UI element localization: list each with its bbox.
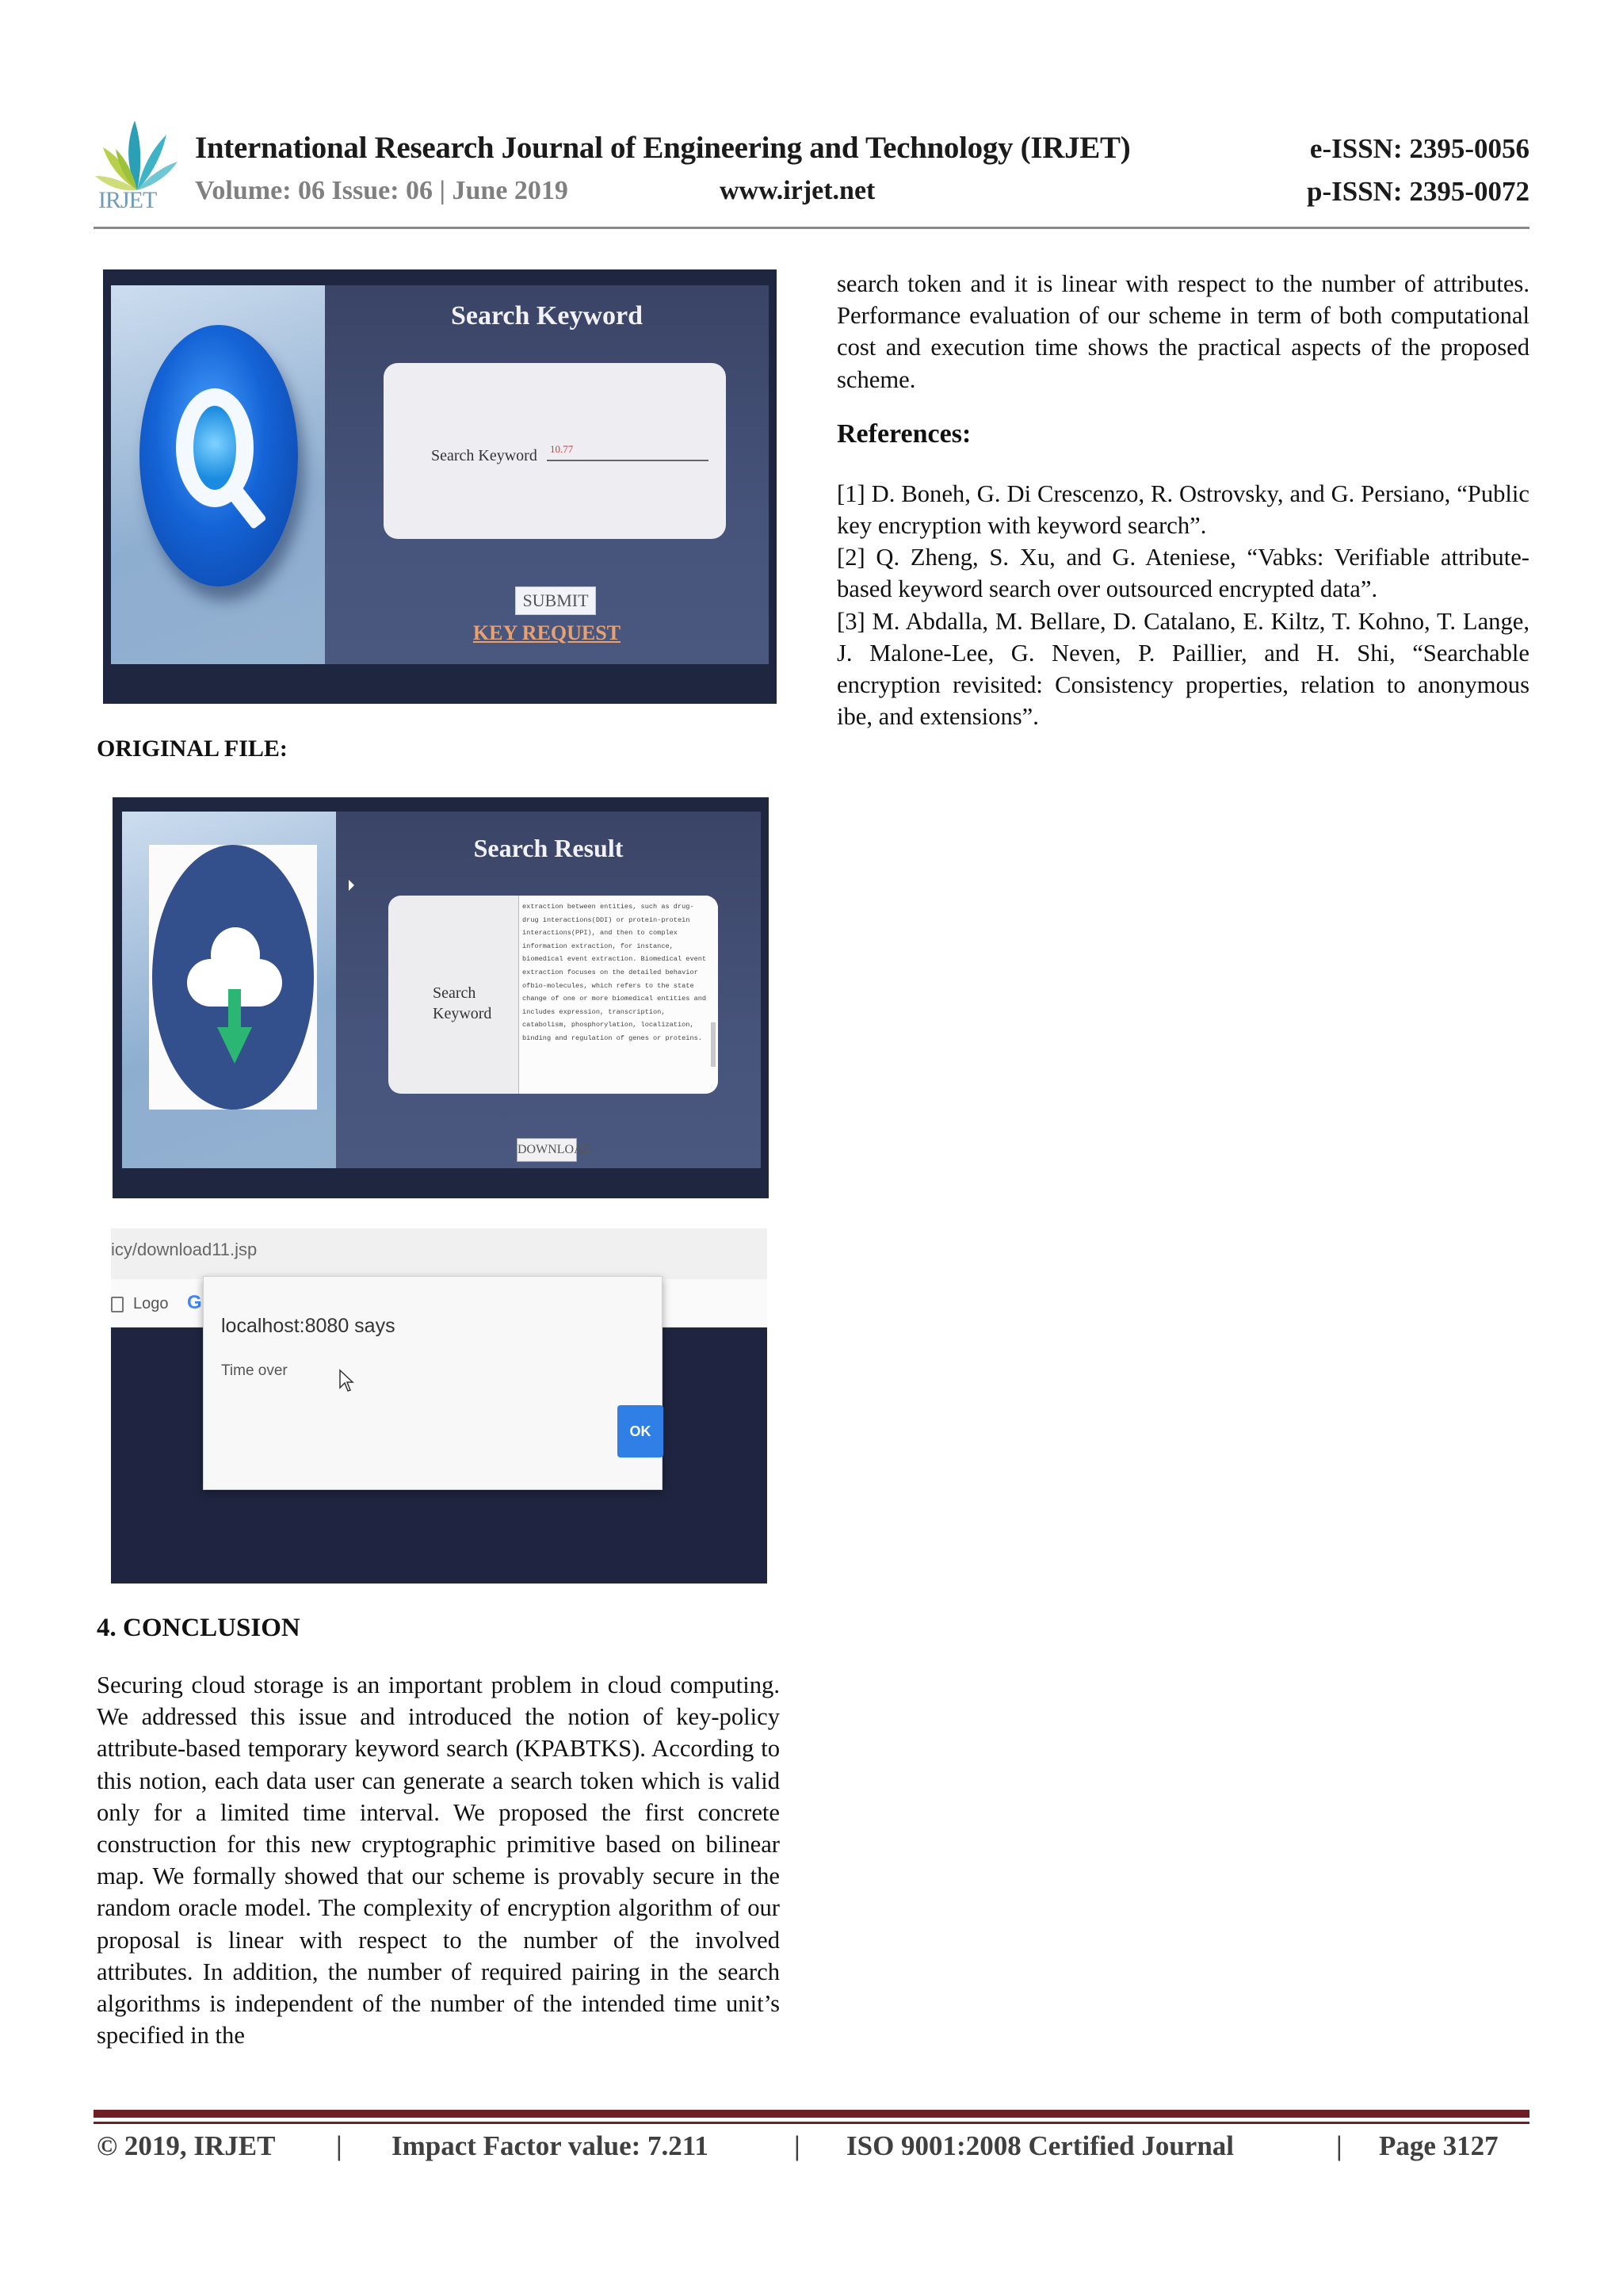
search-q-orb-icon (139, 325, 298, 586)
download-button[interactable]: DOWNLOAD (517, 1138, 577, 1162)
conclusion-paragraph: Securing cloud storage is an important problem in cloud computing. We addressed this issue and introduced the notion of key-policy attribute-based temporary keyword search (KPABTKS). According to this notion, each data user can generate a search token which is valid only for a limited time interval. We proposed the first concrete construction for this new cryptographic primitive based on bilinear map. We formally showed that our scheme is provably secure in the random oracle model. The complexity of encryption algorithm of our proposal is linear with respect to the number of the involved attributes. In addition, the number of required pairing in the search algorithms is independent of the number of the intended time unit’s specified in the (97, 1671, 780, 2050)
logo-text: IRJET (98, 187, 157, 213)
leaf-logo-icon (94, 117, 181, 197)
references-heading: References: (837, 418, 972, 449)
mouse-pointer-icon (338, 1369, 354, 1392)
conclusion-continuation: search token and it is linear with respect to the number of attributes. Performance evaluation of our scheme in term of both computational cost and execution time shows the practical aspects of the proposed scheme. (837, 270, 1529, 393)
journal-website: www.irjet.net (720, 176, 876, 205)
app-sidebar-image (122, 812, 336, 1168)
footer-divider-thin (94, 2122, 1529, 2124)
figure-search-result (113, 797, 769, 1198)
footer-separator: | (336, 2130, 342, 2161)
reference-item: [3] M. Abdalla, M. Bellare, D. Catalano, E. Kiltz, T. Kohno, T. Lange, J. Malone-Lee, G. Neven, P. Paillier, and H. Shi, “Searchable encryption revisited: Consistency properties, relation to anonymous ibe, and extensions”. (837, 607, 1529, 731)
browser-address-bar[interactable] (111, 1228, 767, 1279)
page-icon (111, 1297, 124, 1312)
footer-divider (94, 2110, 1529, 2118)
conclusion-heading: 4. CONCLUSION (97, 1614, 300, 1642)
search-result-card (388, 896, 718, 1094)
cloud-download-icon (152, 845, 314, 1110)
p-issn: p-ISSN: 2395-0072 (1306, 176, 1529, 207)
dialog-message: Time over (221, 1362, 288, 1379)
search-keyword-label: Search Keyword (431, 447, 537, 464)
e-issn: e-ISSN: 2395-0056 (1309, 133, 1529, 164)
url-text: icy/download11.jsp (111, 1240, 258, 1259)
footer-copyright: © 2019, IRJET (97, 2130, 276, 2161)
app-sidebar-image (111, 285, 325, 664)
search-form-card (384, 363, 726, 539)
textarea-scrollbar[interactable] (711, 900, 716, 1089)
submit-button[interactable]: SUBMIT (515, 586, 596, 615)
search-keyword-label: Search Keyword (433, 984, 492, 1022)
search-keyword-input[interactable] (547, 439, 708, 461)
footer-iso: ISO 9001:2008 Certified Journal (846, 2130, 1235, 2161)
footer-page-number: Page 3127 (1379, 2130, 1499, 2161)
journal-header (94, 111, 1529, 230)
figure-search-keyword (103, 269, 777, 704)
ok-button[interactable]: OK (617, 1405, 663, 1457)
page-title: Search Result (473, 834, 624, 862)
dialog-title: localhost:8080 says (221, 1315, 395, 1337)
reference-item: [2] Q. Zheng, S. Xu, and G. Ateniese, “Vabks: Verifiable attribute-based keyword search over outsourced encrypted data”. (837, 544, 1529, 603)
page-title: Search Keyword (450, 301, 643, 330)
alert-dialog (203, 1276, 663, 1490)
right-column (837, 268, 1529, 732)
google-icon[interactable]: G (187, 1292, 202, 1313)
result-textarea[interactable]: extraction between entities, such as drug-drug interactions(DDI) or protein-protein interactions(PPI), and then to complex information extraction, for instance, biomedical event extraction. Biomedical event extraction focuses on the detailed behavior ofbio-molecules, which refers to the state change of one or more biomedical entities and includes expression, transcription, catabolism, phosphorylation, localization, binding and regulation of genes or proteins. (518, 896, 718, 1094)
footer-separator: | (1336, 2130, 1342, 2161)
mouse-cursor-icon (349, 880, 354, 891)
reference-item: [1] D. Boneh, G. Di Crescenzo, R. Ostrovsky, and G. Persiano, “Public key encryption with keyword search”. (837, 479, 1529, 540)
app-panel (122, 812, 761, 1168)
header-divider (94, 227, 1529, 229)
irjet-logo (94, 117, 181, 216)
issue-info: Volume: 06 Issue: 06 | June 2019 (195, 176, 568, 205)
figure-time-over-alert (111, 1228, 767, 1584)
bookmark-logo[interactable]: Logo (133, 1295, 169, 1312)
footer-impact-factor: Impact Factor value: 7.211 (391, 2130, 708, 2161)
page-footer (97, 2130, 1529, 2170)
journal-title: International Research Journal of Engineering and Technology (IRJET) (195, 131, 1131, 165)
app-panel (111, 285, 769, 664)
key-request-link[interactable]: KEY REQUEST (472, 621, 621, 644)
footer-separator: | (794, 2130, 800, 2161)
original-file-label: ORIGINAL FILE: (97, 735, 288, 762)
